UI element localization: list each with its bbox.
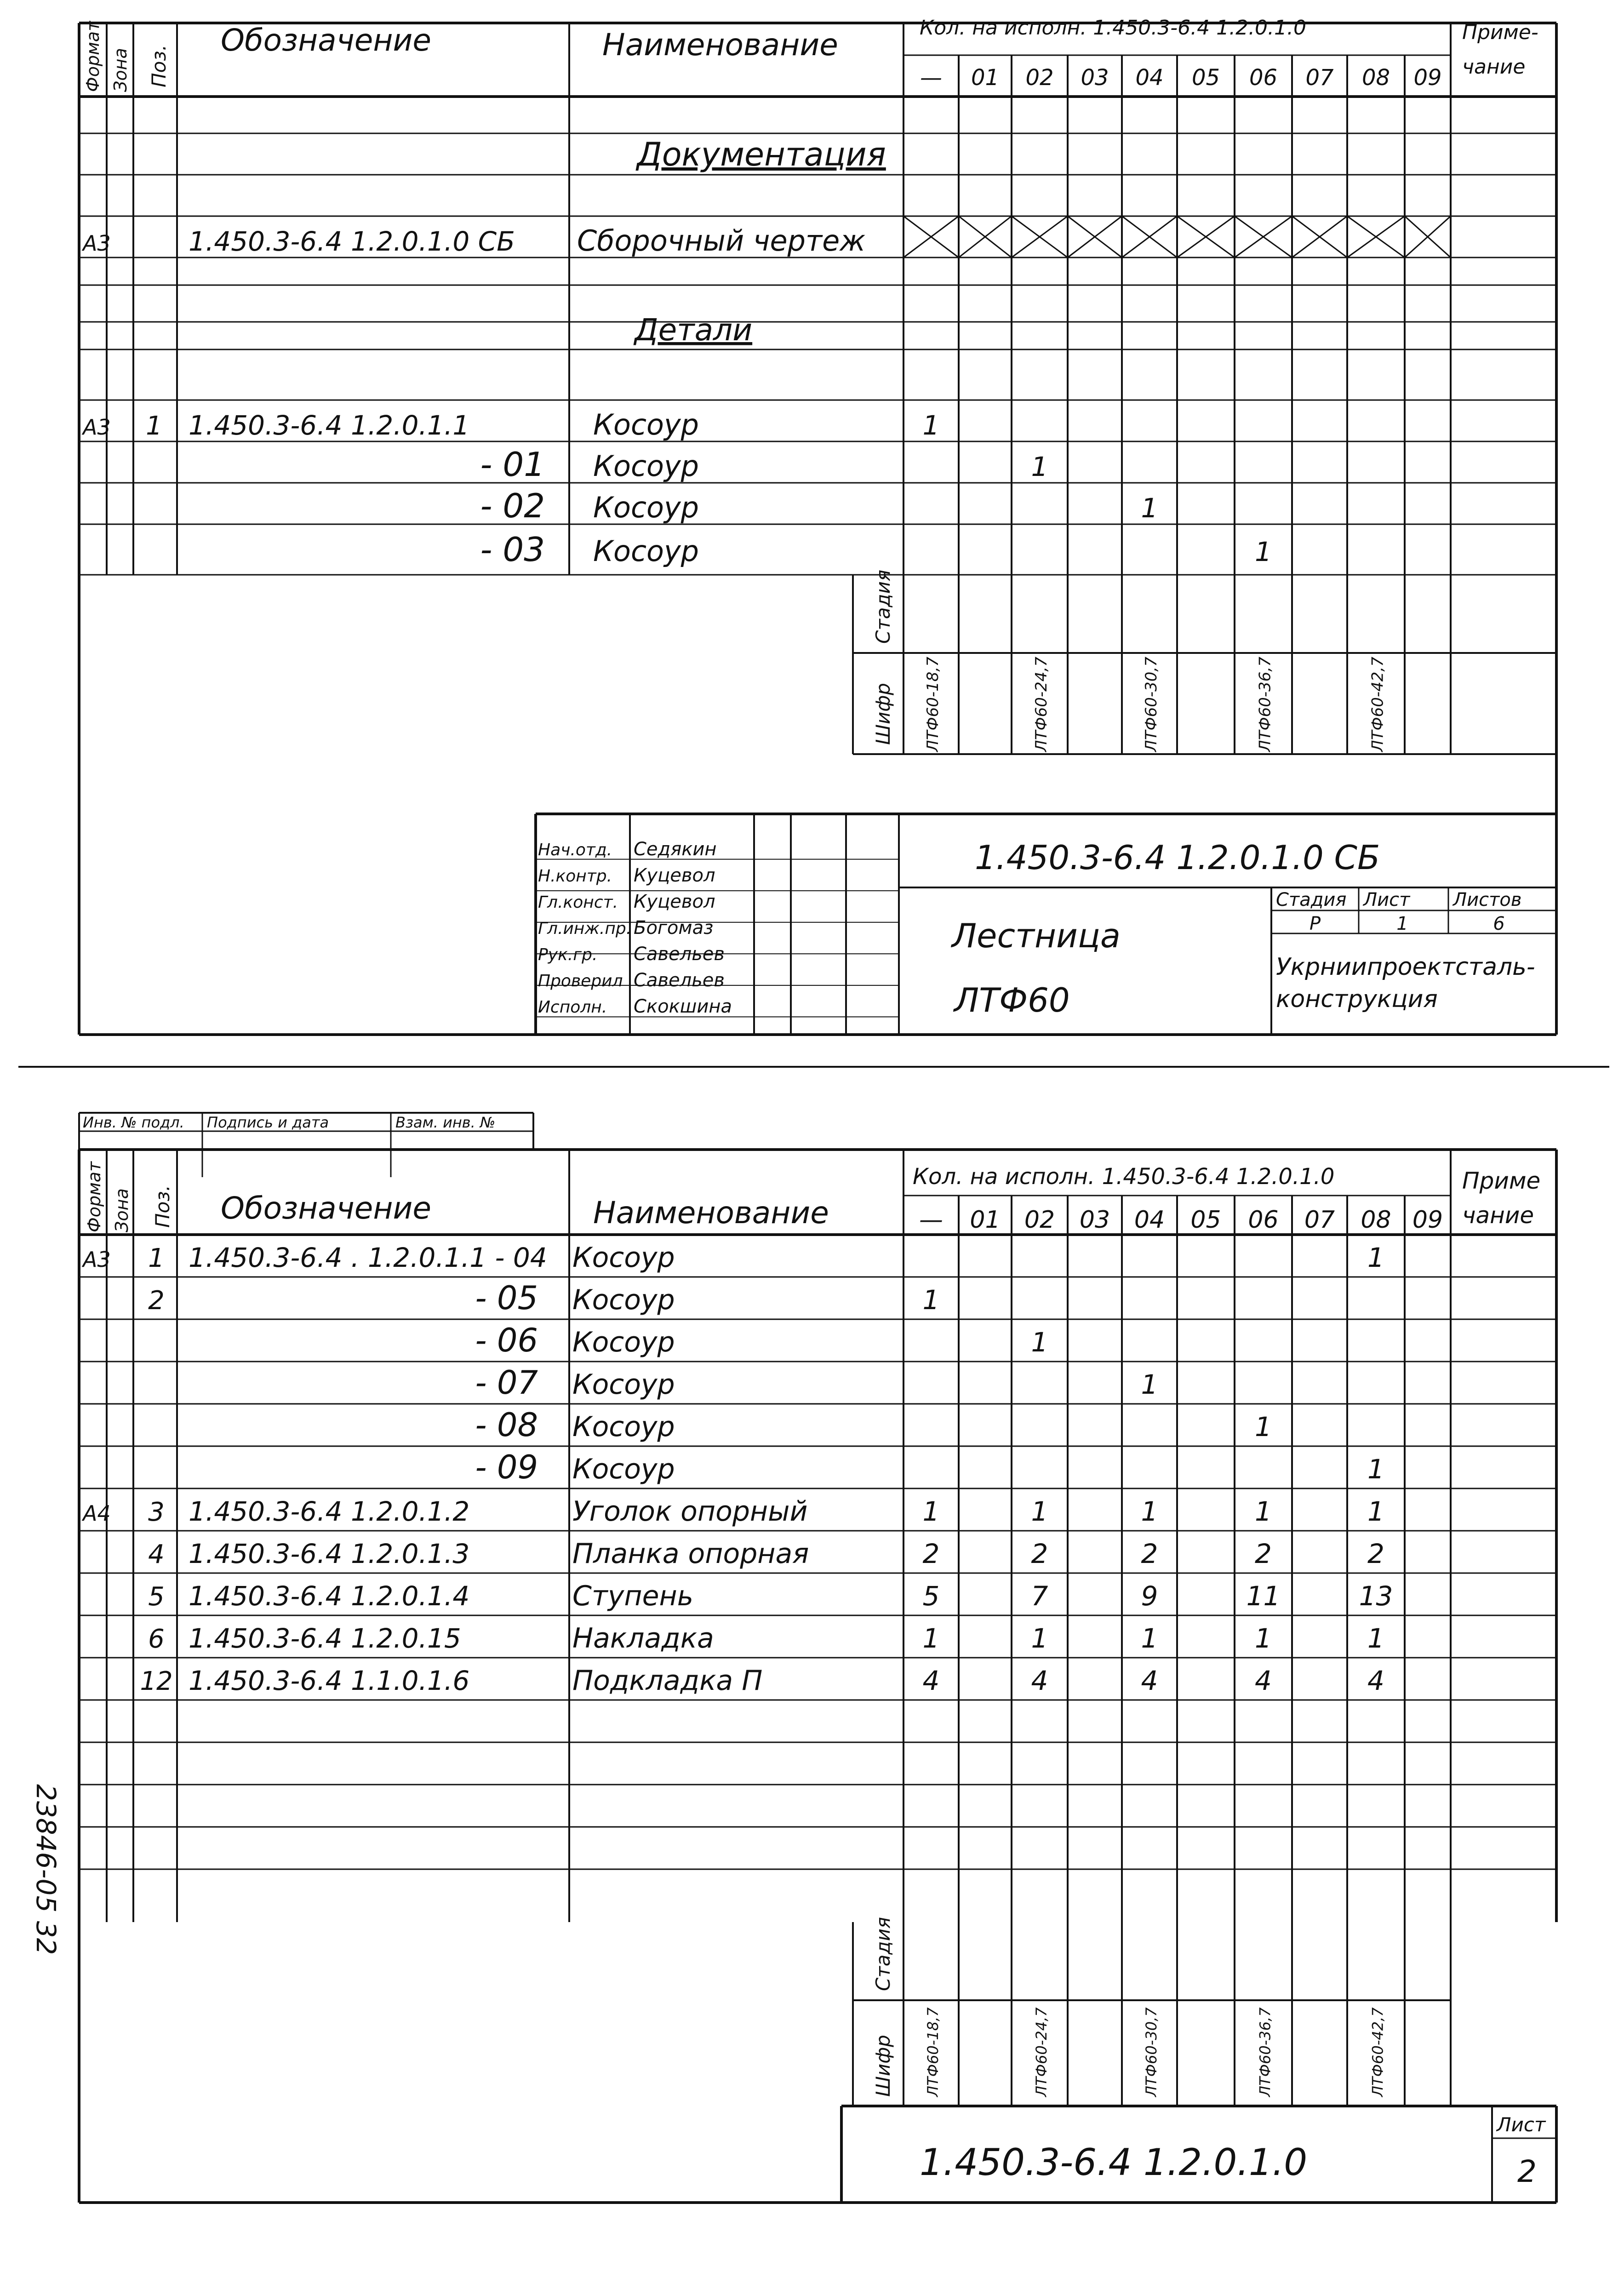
sheet-header: Лист [1363,889,1410,910]
role-name: Седякин [634,839,717,860]
variant-header: 07 [1305,65,1334,91]
row-qty: 11 [1246,1580,1281,1612]
section-documentation: Документация [637,136,886,173]
stage-label: Стадия [872,1917,894,1991]
stage-label: Стадия [872,569,894,644]
row-qty: 1 [922,1496,940,1527]
row-designation: - 02 [480,486,545,525]
row-designation: - 01 [480,445,545,484]
variant-header: 01 [970,1206,1001,1234]
row-pos: 2 [148,1286,165,1316]
cipher-value: ЛТФ60-30,7 [1142,657,1161,752]
role-name: Савельев [634,970,725,991]
variant-header: 08 [1361,1206,1391,1234]
role-name: Скокшина [634,996,732,1017]
cipher-value: ЛТФ60-18,7 [924,2007,942,2097]
sheets-value: 6 [1493,913,1505,934]
role-label: Проверил [538,972,623,990]
role-label: Н.контр. [538,867,612,886]
header-pos: Поз. [151,1185,174,1228]
cipher-value: ЛТФ60-24,7 [1032,657,1051,752]
stage-value: Р [1309,913,1321,934]
cipher-value: ЛТФ60-30,7 [1143,2007,1160,2097]
header-format: Формат [83,21,103,92]
row-name: Косоур [593,534,699,568]
row-name: Косоур [572,1242,675,1274]
sheets-header: Листов [1453,889,1522,910]
row-name: Косоур [572,1368,675,1401]
row-designation: 1.450.3-6.4 . 1.2.0.1.1 - 04 [189,1242,547,1273]
sheet-value: 1 [1396,913,1408,934]
variant-header: 03 [1081,65,1109,91]
cipher-value: ЛТФ60-36,7 [1256,657,1275,752]
row-pos: 12 [140,1666,173,1696]
variant-header: 09 [1413,65,1442,91]
role-name: Куцевол [634,891,715,912]
variant-header: 06 [1248,1206,1279,1234]
row-qty: 1 [1031,1327,1048,1358]
stamp-inv: Инв. № подл. [83,1114,184,1131]
row-qty: 1 [1255,1623,1272,1654]
row-designation: 1.450.3-6.4 1.2.0.1.1 [189,410,470,441]
row-qty: 4 [1367,1665,1384,1696]
organization: Укрниипроектсталь-конструкция [1276,953,1535,1013]
role-label: Гл.инж.пр. [538,919,632,938]
margin-number: 23846-05 32 [30,1784,62,1955]
row-pos: 3 [148,1497,165,1527]
row-designation: 1.450.3-6.4 1.2.0.1.2 [189,1496,470,1527]
header-note: Приме чание [1462,1168,1541,1229]
cipher-label: Шифр [872,2035,894,2097]
row-qty: 5 [922,1580,940,1612]
row-qty: 1 [1031,451,1048,482]
row-designation: - 07 [475,1364,538,1402]
header-zone: Зона [112,1188,132,1232]
role-name: Богомаз [634,917,714,939]
variant-header: 06 [1249,65,1278,91]
doc-number: 1.450.3-6.4 1.2.0.1.0 СБ [975,838,1380,877]
variant-header: 03 [1079,1206,1110,1234]
row-qty: 1 [1031,1496,1048,1527]
cipher-value: ЛТФ60-42,7 [1368,657,1387,752]
header-note: Приме-чание [1462,21,1538,79]
header-designation: Обозначение [221,23,431,58]
row-qty: 9 [1141,1580,1158,1612]
header-zone: Зона [110,48,131,92]
row-pos: 1 [148,1243,165,1273]
row-name: Косоур [593,449,699,483]
title-line1: Лестница [952,916,1121,955]
variant-header: 04 [1134,1206,1165,1234]
variant-header: 07 [1304,1206,1335,1234]
sheet-header: Лист [1497,2113,1546,2136]
row-qty: 1 [1141,1496,1158,1527]
row-qty: 4 [1255,1665,1272,1696]
row-pos: 5 [148,1582,165,1612]
row-designation: - 08 [475,1406,538,1444]
row-qty: 13 [1359,1580,1393,1612]
header-format: Формат [84,1161,104,1232]
row-name: Уголок опорный [572,1495,808,1528]
role-label: Нач.отд. [538,841,612,859]
row-designation: 1.450.3-6.4 1.1.0.1.6 [189,1665,470,1696]
row-name: Накладка [572,1622,714,1654]
row-pos: 1 [146,411,162,441]
header-qty: Кол. на исполн. 1.450.3-6.4 1.2.0.1.0 [920,16,1307,40]
row-name: Косоур [593,491,699,524]
row-qty: 1 [1367,1496,1384,1527]
header-pos: Поз. [148,45,170,87]
row-qty: 7 [1031,1580,1048,1612]
row-qty: 4 [1031,1665,1048,1696]
row-name: Косоур [572,1411,675,1443]
cipher-value: ЛТФ60-36,7 [1256,2007,1274,2097]
row-designation: - 09 [475,1448,538,1486]
row-designation: 1.450.3-6.4 1.2.0.1.0 СБ [189,226,515,257]
row-name: Косоур [572,1453,675,1485]
row-qty: 1 [922,1623,940,1654]
row-qty: 1 [922,1284,940,1316]
variant-header: 02 [1025,65,1054,91]
row-format: А3 [83,231,111,256]
role-label: Рук.гр. [538,945,598,964]
row-qty: 1 [1141,1623,1158,1654]
row-qty: 1 [1141,492,1158,524]
row-format: А3 [83,415,111,440]
row-qty: 4 [1141,1665,1158,1696]
header-qty: Кол. на исполн. 1.450.3-6.4 1.2.0.1.0 [913,1164,1335,1190]
stamp-replace: Взам. инв. № [395,1114,496,1131]
row-designation: - 05 [475,1279,538,1317]
row-name: Косоур [572,1326,675,1358]
row-format: А3 [83,1247,111,1272]
row-name: Планка опорная [572,1538,809,1570]
row-qty: 1 [1255,536,1272,567]
cipher-value: ЛТФ60-24,7 [1033,2007,1050,2097]
row-qty: 1 [1367,1242,1384,1273]
row-format: А4 [83,1501,111,1526]
variant-header: 01 [971,65,1000,91]
variant-header: 05 [1190,1206,1221,1234]
row-qty: 2 [1255,1538,1272,1569]
stage-header: Стадия [1276,889,1347,910]
row-qty: 2 [1031,1538,1048,1569]
cipher-value: ЛТФ60-42,7 [1369,2007,1387,2097]
role-name: Савельев [634,944,725,965]
variant-header: 09 [1412,1206,1443,1234]
row-qty: 1 [1141,1369,1158,1400]
title-line2: ЛТФ60 [954,981,1070,1019]
header-name: Наименование [602,27,838,63]
cipher-value: ЛТФ60-18,7 [924,657,942,752]
variant-header: 08 [1361,65,1390,91]
role-name: Куцевол [634,865,715,886]
role-label: Исполн. [538,998,607,1017]
header-name: Наименование [593,1195,829,1230]
row-pos: 6 [148,1624,165,1654]
row-designation: 1.450.3-6.4 1.2.0.1.4 [189,1580,470,1612]
row-qty: 2 [922,1538,940,1569]
row-designation: 1.450.3-6.4 1.2.0.15 [189,1623,461,1654]
row-designation: 1.450.3-6.4 1.2.0.1.3 [189,1538,470,1569]
role-label: Гл.конст. [538,893,618,912]
row-name: Ступень [572,1580,694,1612]
variant-header: — [919,1206,943,1234]
section-details: Детали [635,312,753,348]
cipher-label: Шифр [872,683,894,745]
row-designation: - 06 [475,1322,538,1359]
row-qty: 2 [1141,1538,1158,1569]
header-designation: Обозначение [221,1190,431,1226]
row-name: Сборочный чертеж [577,224,866,258]
row-qty: 2 [1367,1538,1384,1569]
row-qty: 1 [1255,1496,1272,1527]
row-name: Косоур [572,1284,675,1316]
stamp-sign: Подпись и дата [207,1114,329,1131]
row-name: Подкладка П [572,1665,763,1697]
row-qty: 1 [1367,1623,1384,1654]
variant-header: — [920,65,942,91]
doc-number: 1.450.3-6.4 1.2.0.1.0 [920,2141,1308,2184]
row-qty: 1 [922,410,940,441]
row-qty: 1 [1367,1454,1384,1485]
sheet-value: 2 [1517,2154,1537,2189]
row-qty: 1 [1255,1411,1272,1442]
row-qty: 4 [922,1665,940,1696]
row-name: Косоур [593,408,699,441]
variant-header: 04 [1135,65,1164,91]
variant-header: 05 [1191,65,1220,91]
row-designation: - 03 [480,530,545,569]
variant-header: 02 [1024,1206,1055,1234]
row-pos: 4 [148,1540,165,1569]
row-qty: 1 [1031,1623,1048,1654]
